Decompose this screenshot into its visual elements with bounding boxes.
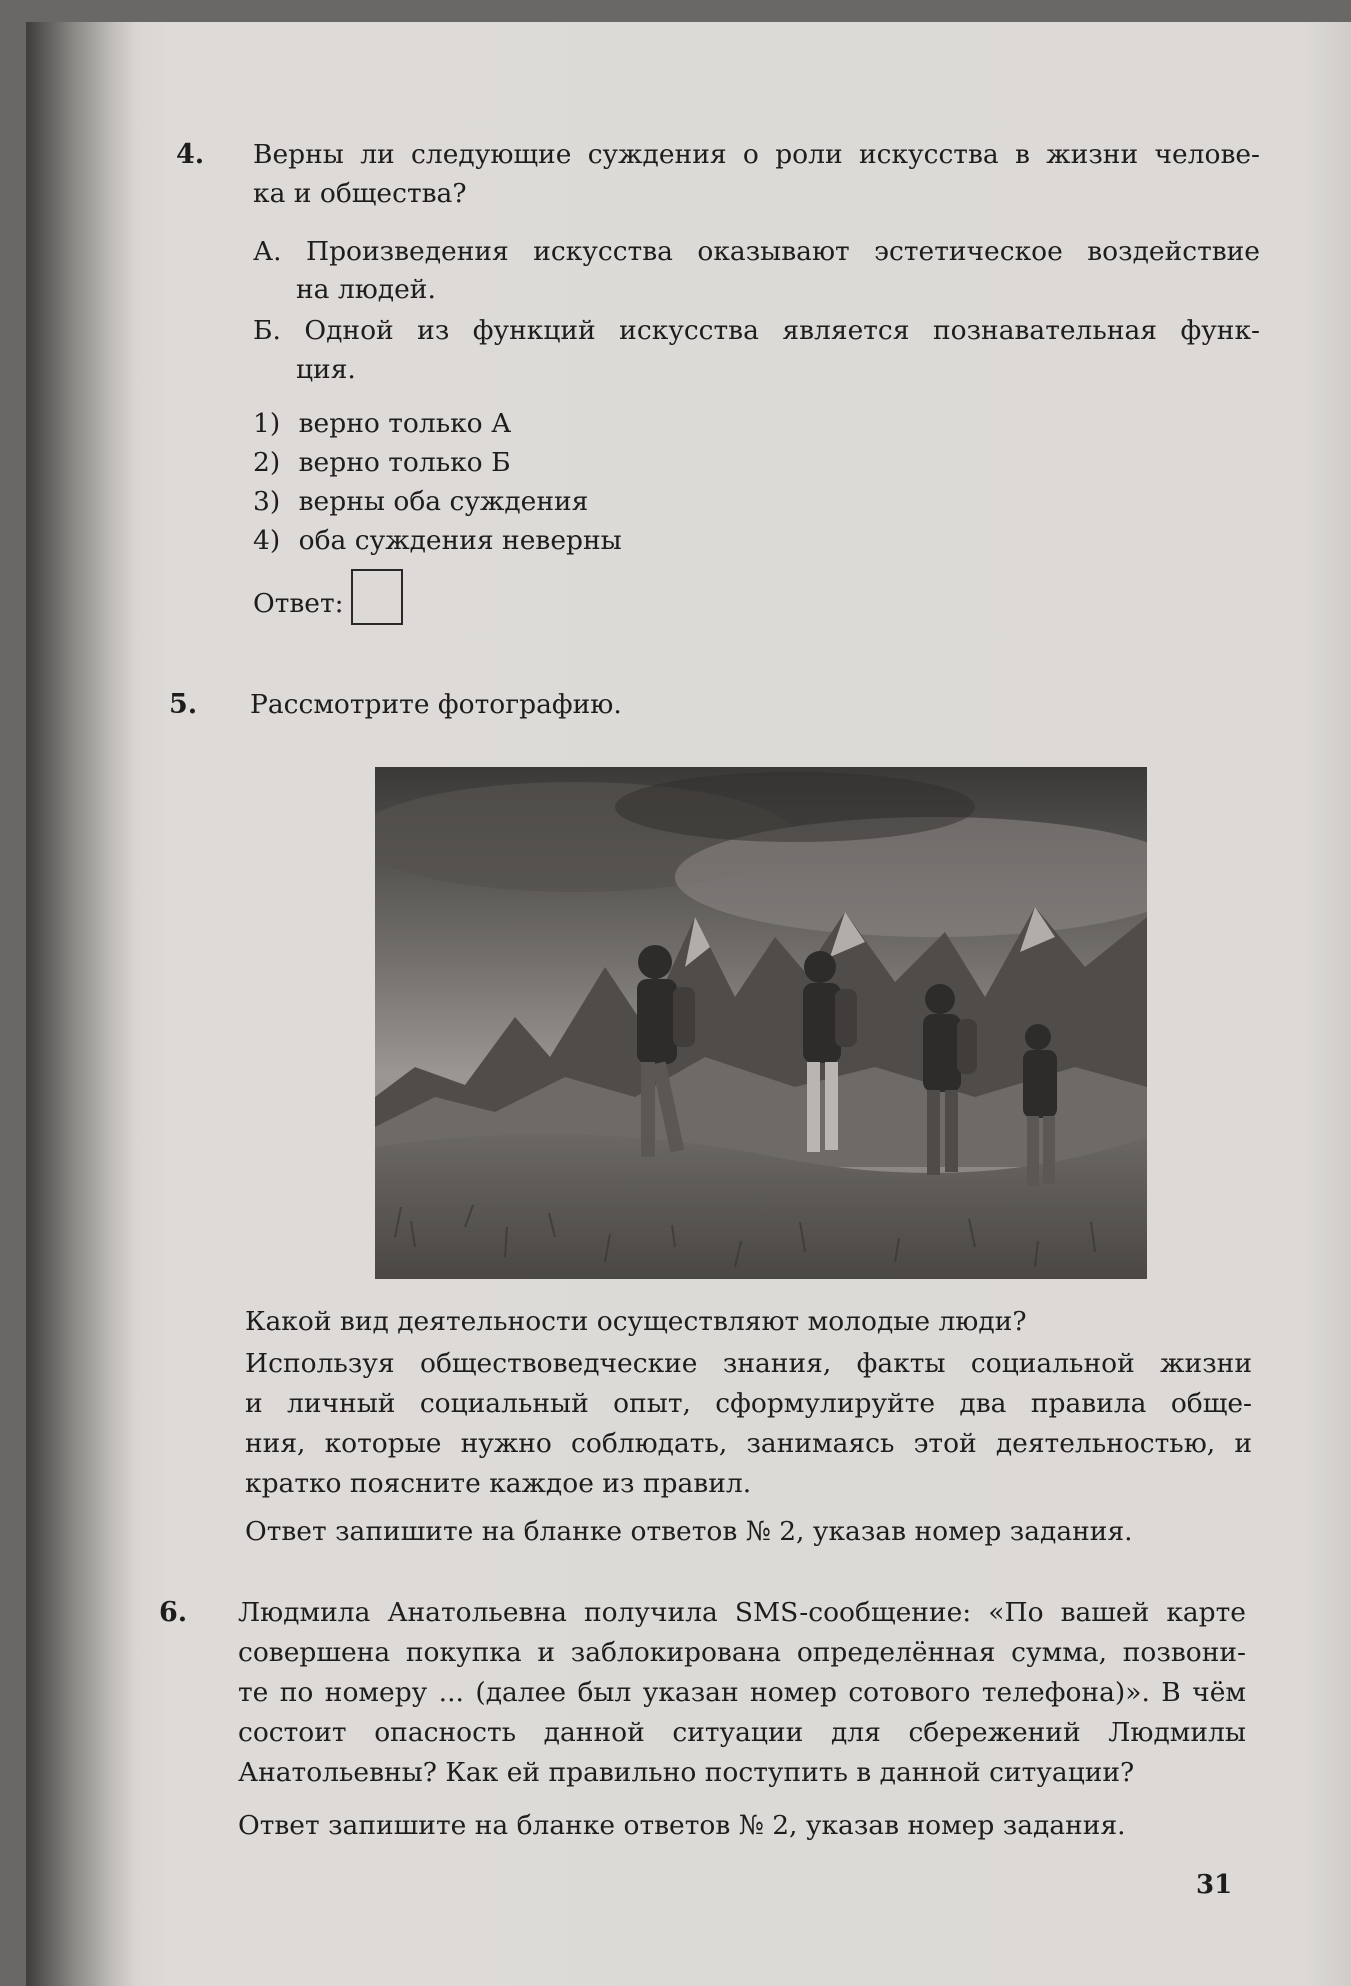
option-number: 3) (253, 486, 281, 517)
q4-number: 4. (176, 139, 205, 170)
q5-number: 5. (169, 689, 198, 720)
q6-instruction: Ответ запишите на бланке ответов № 2, указав номер задания. (238, 1810, 1126, 1841)
q5-instruction: Ответ запишите на бланке ответов № 2, указав номер задания. (245, 1516, 1133, 1547)
q5-task-line1: Используя обществоведческие знания, факты социальной жизни (245, 1348, 1252, 1379)
option-text: оба суждения неверны (298, 525, 622, 556)
option-text: верно только Б (298, 447, 511, 478)
q6-line2: совершена покупка и заблокирована определённая сумма, позвони- (238, 1637, 1246, 1668)
option-text: верны оба суждения (298, 486, 589, 517)
page-gutter-shadow (26, 22, 136, 1986)
q4-stem-line2: ка и общества? (253, 178, 467, 209)
q4-statement-a-line1: А. Произведения искусства оказывают эстетическое воздействие (253, 236, 1260, 267)
option-number: 4) (253, 525, 281, 556)
hikers-photo (375, 767, 1147, 1279)
option-text: верно только А (298, 408, 512, 439)
q4-option-2 (253, 447, 511, 478)
q4-statement-a-line2: на людей. (296, 274, 436, 305)
mountain-hikers-image (375, 767, 1147, 1279)
q5-intro: Рассмотрите фотографию. (250, 689, 622, 720)
option-number: 2) (253, 447, 281, 478)
page-number: 31 (1196, 1870, 1233, 1900)
q4-stem-line1: Верны ли следующие суждения о роли искусства в жизни челове- (253, 139, 1260, 170)
q5-task-line4: кратко поясните каждое из правил. (245, 1468, 752, 1499)
q4-option-3 (253, 486, 588, 517)
q5-question: Какой вид деятельности осуществляют молодые люди? (245, 1306, 1027, 1337)
q6-line5: Анатольевны? Как ей правильно поступить в данной ситуации? (238, 1757, 1135, 1788)
q4-statement-b-line2: ция. (296, 354, 356, 385)
q4-option-4 (253, 525, 622, 556)
option-number: 1) (253, 408, 281, 439)
q5-task-line3: ния, которые нужно соблюдать, занимаясь этой деятельностью, и (245, 1428, 1252, 1459)
q4-statement-b-line1: Б. Одной из функций искусства является познавательная функ- (253, 315, 1260, 346)
q4-answer-label: Ответ: (253, 588, 344, 619)
q5-task-line2: и личный социальный опыт, сформулируйте два правила обще- (245, 1388, 1252, 1419)
q4-answer-box[interactable] (351, 569, 403, 625)
textbook-page (26, 22, 1351, 1986)
q6-number: 6. (159, 1597, 188, 1628)
q6-line4: состоит опасность данной ситуации для сбережений Людмилы (238, 1717, 1246, 1748)
q6-line1: Людмила Анатольевна получила SMS-сообщение: «По вашей карте (238, 1597, 1246, 1628)
q4-option-1 (253, 408, 511, 439)
q6-line3: те по номеру ... (далее был указан номер сотового телефона)». В чём (238, 1677, 1246, 1708)
